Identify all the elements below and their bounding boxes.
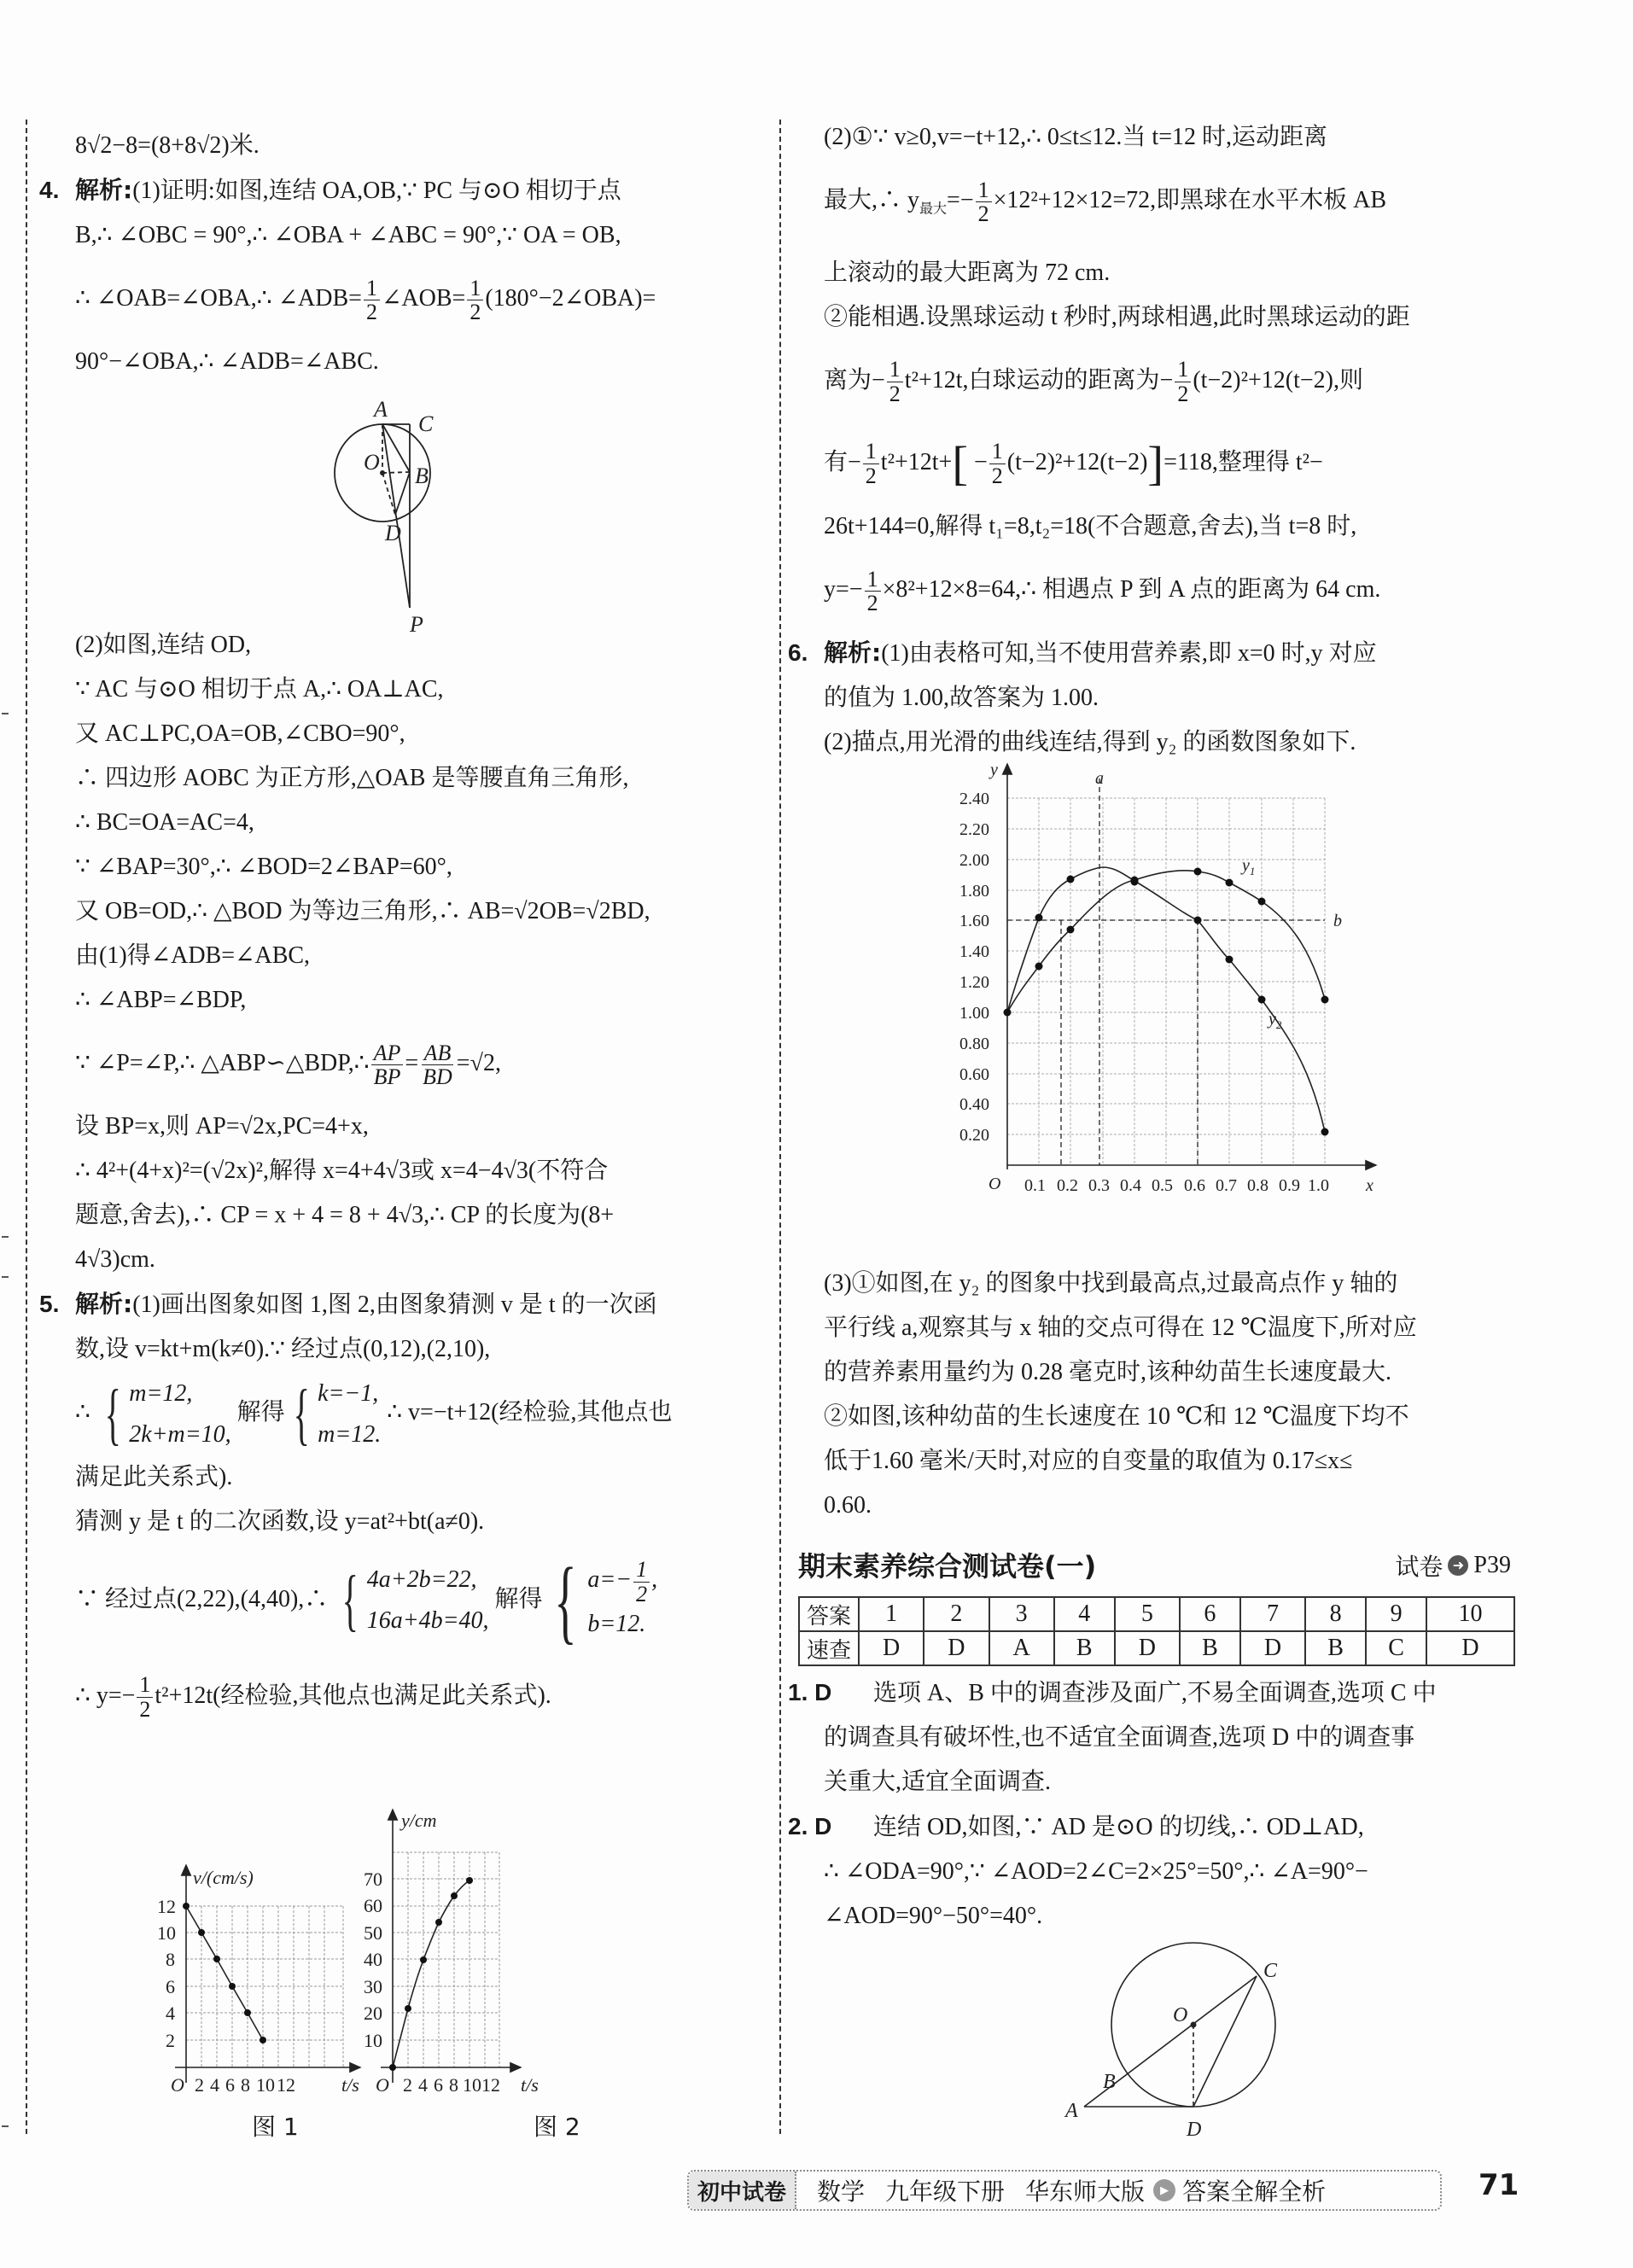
column-divider-dashed-line: [779, 120, 781, 2134]
q6-growth-chart: [939, 760, 1400, 1255]
svg-text:0.80: 0.80: [959, 1035, 989, 1053]
analysis-keyword: 解析:: [75, 176, 133, 204]
q4-text: (2)如图,连结 OD,: [75, 632, 252, 658]
q5-text: ×12²+12×12=72,即黑球在水平木板 AB: [993, 187, 1387, 213]
fraction-denominator: 2: [991, 463, 1003, 488]
svg-text:0.7: 0.7: [1216, 1176, 1237, 1195]
q6-text: ②如图,该种幼苗的生长速度在 10 ℃和 12 ℃温度下均不: [824, 1403, 1409, 1430]
svg-text:0.40: 0.40: [959, 1095, 989, 1114]
fraction: [364, 277, 380, 324]
margin-tick: [2, 1236, 9, 1238]
q5-text: ∴ v=−t+12(经检验,其他点也: [387, 1399, 673, 1426]
fraction-numerator: 1: [467, 277, 483, 300]
svg-text:A: A: [374, 397, 388, 422]
table-cell: 10: [1426, 1597, 1514, 1631]
svg-text:y: y: [990, 761, 998, 779]
q5-text: t²+12t+: [880, 448, 953, 475]
table-row: [799, 1597, 1514, 1631]
answer-text: 选项 A、B 中的调查涉及面广,不易全面调查,选项 C 中: [873, 1680, 1437, 1706]
svg-text:t/s: t/s: [341, 2074, 359, 2096]
q4-text: 设 BP=x,则 AP=√2x,PC=4+x,: [75, 1113, 369, 1140]
right-column: [788, 115, 1515, 765]
q5-text: ∴ y=−: [75, 1682, 136, 1709]
figure-2-caption: 图 2: [534, 2113, 580, 2141]
svg-text:6: 6: [434, 2074, 443, 2096]
table-cell: B: [1180, 1631, 1240, 1665]
q4-text: ∵ AC 与⊙O 相切于点 A,∴ OA⊥AC,: [75, 676, 444, 703]
arrow-right-circle-icon: ➜: [1448, 1555, 1468, 1576]
svg-text:B: B: [415, 464, 429, 488]
fraction: [865, 568, 881, 615]
svg-text:O: O: [171, 2074, 184, 2096]
svg-text:y2: $y_2$: [1268, 1010, 1282, 1031]
svg-text:0.2: 0.2: [1057, 1176, 1078, 1195]
answer-label: 1. D: [788, 1679, 832, 1705]
fraction: [371, 1041, 404, 1089]
play-circle-icon: ▶: [1153, 2179, 1175, 2201]
fraction: [887, 358, 903, 405]
svg-text:6: 6: [166, 1976, 175, 1997]
fraction-denominator: 2: [889, 381, 901, 406]
svg-text:12: 12: [157, 1896, 176, 1917]
q4-figure: [75, 384, 758, 637]
fraction-numerator: 1: [1175, 358, 1191, 382]
answers-section: [788, 1670, 1515, 1939]
equation-system: { a=− $\frac{1}{2}$ , b=12.: [553, 1548, 658, 1653]
fraction: [633, 1558, 650, 1606]
svg-text:10: 10: [157, 1922, 176, 1944]
footer-grade: 九年级下册: [885, 2178, 1006, 2206]
svg-text:v/(cm/s): v/(cm/s): [193, 1867, 254, 1888]
svg-text:y1: $y_1$: [1242, 856, 1256, 877]
svg-text:12: 12: [277, 2074, 295, 2096]
q4-line: [39, 168, 758, 213]
fraction-numerator: 1: [989, 440, 1006, 464]
section-title: 期末素养综合测试卷(一): [798, 1550, 1097, 1583]
q4-text: ∠AOB=: [381, 285, 466, 312]
q4-text: 题意,舍去),∴ CP = x + 4 = 8 + 4√3,∴ CP 的长度为(8+: [75, 1202, 615, 1228]
svg-text:C: C: [1263, 1960, 1278, 1982]
q4-text: B,∴ ∠OBC = 90°,∴ ∠OBA + ∠ABC = 90°,∵ OA = OB,: [75, 222, 621, 248]
margin-tick: [2, 2125, 9, 2127]
q6-text: 低于1.60 毫米/天时,对应的自变量的取值为 0.17≤x≤: [824, 1448, 1353, 1474]
fraction-denominator: BP: [373, 1064, 401, 1090]
svg-text:12: 12: [481, 2074, 500, 2096]
table-cell: 5: [1115, 1597, 1180, 1631]
answer-text: ∠AOD=90°−50°=40°.: [824, 1903, 1043, 1929]
svg-text:x: x: [1366, 1176, 1373, 1195]
q5-figures: [137, 1801, 700, 2096]
q5-text: 数,设 v=kt+m(k≠0).∵ 经过点(0,12),(2,10),: [75, 1336, 491, 1362]
fraction-numerator: AP: [371, 1041, 404, 1065]
equation-system: { 4a+2b=22, 16a+4b=40,: [334, 1560, 488, 1641]
q5-text: (t−2)²+12(t−2),则: [1193, 366, 1363, 394]
svg-text:O: O: [364, 450, 380, 475]
svg-text:20: 20: [364, 2003, 382, 2024]
q4-text: ∴ ∠OAB=∠OBA,∴ ∠ADB=: [75, 285, 362, 312]
q6-text: 的值为 1.00,故答案为 1.00.: [824, 685, 1099, 712]
fraction: [467, 277, 483, 324]
table-cell: 6: [1180, 1597, 1240, 1631]
svg-text:10: 10: [256, 2074, 275, 2096]
svg-text:4: 4: [418, 2074, 428, 2096]
fraction-numerator: 1: [865, 568, 881, 592]
q5-text: 解得: [494, 1585, 543, 1612]
svg-text:1.0: 1.0: [1308, 1176, 1329, 1195]
table-cell: D: [1115, 1631, 1180, 1665]
table-cell: 2: [924, 1597, 989, 1631]
answer-2-circle-diagram: [1059, 1938, 1315, 2143]
q4-text: ∴ 4²+(4+x)²=(√2x)²,解得 x=4+4√3或 x=4−4√3(不符合: [75, 1157, 609, 1184]
table-cell: B: [1054, 1631, 1115, 1665]
q6-text: (3)①如图,在 y₂ 的图象中找到最高点,过最高点作 y 轴的: [824, 1270, 1398, 1297]
svg-text:B: B: [1103, 2071, 1116, 2093]
svg-text:C: C: [418, 411, 434, 436]
fraction: [1175, 358, 1191, 405]
q6-text: 平行线 a,观察其与 x 轴的交点可得在 12 ℃温度下,所对应: [824, 1315, 1417, 1341]
svg-text:1.80: 1.80: [959, 882, 989, 901]
svg-text:b: b: [1333, 912, 1342, 930]
fraction-numerator: AB: [422, 1041, 454, 1065]
q4-fraction-line: [75, 258, 758, 340]
q4-similarity-line: ∵ ∠P=∠P,∴ △ABP∽△BDP,∴ $\frac{AP}{BP}$ = $\frac{AB}{BD}$ =√2,: [75, 1040, 501, 1090]
q5-system2-line: [75, 1544, 758, 1655]
svg-text:4: 4: [166, 2003, 175, 2024]
margin-tick: [2, 713, 9, 714]
q5-text: ∴: [75, 1399, 90, 1426]
answer-1: [788, 1670, 1515, 1716]
svg-text:0.1: 0.1: [1024, 1176, 1046, 1195]
table-cell: D: [1426, 1631, 1514, 1665]
svg-text:1.00: 1.00: [959, 1004, 989, 1023]
reference-label: 试卷: [1395, 1554, 1443, 1581]
svg-text:0.60: 0.60: [959, 1065, 989, 1084]
q5-text: y=−: [824, 576, 863, 603]
fraction-denominator: 2: [636, 1581, 648, 1606]
svg-text:6: 6: [225, 2074, 235, 2096]
svg-text:O: O: [376, 2074, 389, 2096]
svg-text:10: 10: [463, 2074, 481, 2096]
equation-system: { k=−1, m=12.: [285, 1373, 382, 1455]
q5-text: [824, 340, 1515, 422]
q6-text: 的营养素用量约为 0.28 毫克时,该种幼苗生长速度最大.: [824, 1359, 1392, 1385]
svg-text:0.9: 0.9: [1279, 1176, 1300, 1195]
section-header: [798, 1545, 1511, 1588]
fraction-numerator: 1: [863, 440, 879, 464]
svg-text:2.40: 2.40: [959, 790, 989, 808]
table-cell: B: [1305, 1631, 1366, 1665]
q5-text: 有−: [824, 448, 861, 475]
q5-text: t²+12t,白球运动的距离为−: [904, 366, 1174, 394]
q4-text: 90°−∠OBA,∴ ∠ADB=∠ABC.: [75, 348, 379, 375]
q5-text: =−: [947, 187, 974, 213]
svg-text:P: P: [410, 612, 423, 637]
page-footer: [687, 2170, 1442, 2211]
table-cell: 4: [1054, 1597, 1115, 1631]
equation: m=12.: [318, 1420, 382, 1448]
q6-part3: [824, 1262, 1515, 1528]
q5-text: ②能相遇.设黑球运动 t 秒时,两球相遇,此时黑球运动的距: [824, 303, 1410, 330]
answer-text: 关重大,适宜全面调查.: [824, 1769, 1052, 1795]
q5-text: (t−2)²+12(t−2): [1006, 448, 1148, 475]
q5-text: [824, 549, 1515, 631]
svg-text:a: a: [1095, 769, 1104, 788]
fraction: [989, 440, 1006, 487]
fraction-denominator: 2: [865, 463, 877, 488]
q5-text: 有− $\frac{1}{2}$ t²+12t+[ − $\frac{1}{2}$ (t−2)²+12(t−2)]=118,整理得 t²−: [824, 437, 1323, 491]
svg-text:8: 8: [449, 2074, 458, 2096]
table-cell: 8: [1305, 1597, 1366, 1631]
figure-2-chart: [364, 1810, 539, 2096]
q5-text: (2)①∵ v≥0,v=−t+12,∴ 0≤t≤12.当 t=12 时,运动距离: [824, 124, 1327, 150]
svg-text:0.20: 0.20: [959, 1126, 989, 1145]
table-cell: D: [1240, 1631, 1305, 1665]
svg-text:0.4: 0.4: [1120, 1176, 1141, 1195]
svg-text:D: D: [385, 521, 401, 545]
table-cell: D: [859, 1631, 924, 1665]
equation: k=−1,: [318, 1379, 379, 1407]
equation: 2k+m=10,: [129, 1420, 231, 1448]
q5-text: (1)画出图象如图 1,图 2,由图象猜测 v 是 t 的一次函: [132, 1291, 657, 1318]
svg-text:70: 70: [364, 1869, 382, 1890]
answer-text: ∴ ∠ODA=90°,∵ ∠AOD=2∠C=2×25°=50°,∴ ∠A=90°−: [824, 1858, 1368, 1885]
svg-text:4: 4: [210, 2074, 219, 2096]
table-cell: 3: [989, 1597, 1054, 1631]
table-cell: D: [924, 1631, 989, 1665]
answer-label: 2. D: [788, 1813, 832, 1839]
svg-text:10: 10: [364, 2030, 382, 2051]
analysis-keyword: 解析:: [75, 1290, 133, 1318]
equation: b=12.: [587, 1610, 646, 1637]
svg-text:8: 8: [166, 1949, 175, 1970]
table-cell: 7: [1240, 1597, 1305, 1631]
q4-text: ∴ ∠ABP=∠BDP,: [75, 987, 247, 1013]
fraction-denominator: 2: [1177, 381, 1189, 406]
equation: 16a+4b=40,: [366, 1607, 489, 1635]
q6-text: (1)由表格可知,当不使用营养素,即 x=0 时,y 对应: [881, 640, 1377, 668]
q5-text: =118,整理得 t²−: [1164, 448, 1323, 475]
q6-line: [788, 631, 1515, 676]
page-number: 71: [1478, 2168, 1519, 2202]
equation: 4a+2b=22,: [366, 1566, 477, 1594]
fraction: [863, 440, 879, 487]
table-cell: 9: [1366, 1597, 1426, 1631]
question-number: 4.: [39, 177, 60, 203]
q4-text: (180°−2∠OBA)=: [485, 285, 656, 312]
footer-series: 答案全解全析: [1182, 2178, 1327, 2206]
q4-text: (1)证明:如图,连结 OA,OB,∵ PC 与⊙O 相切于点: [132, 178, 621, 204]
answer-2: [788, 1804, 1515, 1850]
svg-text:t/s: t/s: [521, 2074, 539, 2096]
fraction: [976, 178, 992, 226]
equation: a=−: [587, 1566, 633, 1594]
analysis-keyword: 解析:: [824, 638, 882, 668]
q5-system-line: [75, 1372, 758, 1455]
svg-text:2: 2: [166, 2030, 175, 2051]
svg-text:D: D: [1187, 2119, 1202, 2141]
table-header: 答案: [799, 1597, 859, 1631]
svg-text:1.60: 1.60: [959, 912, 989, 930]
svg-text:O: O: [989, 1175, 1001, 1193]
fraction-numerator: 1: [887, 358, 903, 382]
q4-text: ∵ ∠BAP=30°,∴ ∠BOD=2∠BAP=60°,: [75, 854, 452, 880]
svg-text:30: 30: [364, 1976, 382, 1997]
svg-text:50: 50: [364, 1922, 382, 1944]
equation: m=12,: [129, 1379, 193, 1407]
paper-reference: [1395, 1548, 1511, 1583]
svg-text:2.20: 2.20: [959, 820, 989, 839]
q4-text: ∴ 四边形 AOBC 为正方形,△OAB 是等腰直角三角形,: [75, 765, 629, 791]
table-cell: 1: [859, 1597, 924, 1631]
svg-text:2: 2: [403, 2074, 412, 2096]
svg-text:2: 2: [195, 2074, 204, 2096]
q5-text: ∵ 经过点(2,22),(4,40),∴: [75, 1585, 329, 1612]
svg-text:0.8: 0.8: [1247, 1176, 1268, 1195]
q4-text: =√2,: [456, 1050, 501, 1076]
fraction-numerator: 1: [137, 1673, 153, 1697]
q5-text: 猜测 y 是 t 的二次函数,设 y=at²+bt(a≠0).: [75, 1507, 485, 1535]
q4-text: 由(1)得∠ADB=∠ABC,: [75, 942, 311, 969]
q4-text: 又 OB=OD,∴ △BOD 为等边三角形,∴ AB=√2OB=√2BD,: [75, 898, 650, 924]
margin-tick: [2, 1276, 9, 1278]
continuation-line: 8√2−8=(8+8√2)米.: [75, 132, 260, 159]
q5-text: 解得: [236, 1399, 285, 1426]
footer-edition: 华东师大版: [1025, 2178, 1146, 2206]
footer-subject: 数学: [817, 2178, 866, 2206]
svg-text:1.20: 1.20: [959, 973, 989, 992]
q4-text: 4√3)cm.: [75, 1246, 155, 1273]
svg-text:0.5: 0.5: [1152, 1176, 1173, 1195]
fraction-denominator: 2: [365, 300, 377, 325]
fraction-numerator: 1: [364, 277, 380, 300]
q5-final-line: [75, 1655, 758, 1737]
fraction: [137, 1673, 153, 1721]
svg-text:2.00: 2.00: [959, 851, 989, 870]
q5-text: 满足此关系式).: [75, 1463, 233, 1490]
series-badge: 初中试卷: [689, 2172, 796, 2209]
fraction-numerator: 1: [976, 178, 992, 202]
question-number: 6.: [788, 639, 808, 667]
q4-text: ∴ BC=OA=AC=4,: [75, 809, 254, 836]
svg-text:1.40: 1.40: [959, 942, 989, 961]
svg-text:O: O: [1173, 2004, 1188, 2026]
left-column: [39, 124, 758, 1737]
q5-text: t²+12t(经检验,其他点也满足此关系式).: [155, 1682, 551, 1709]
fraction-denominator: 2: [977, 201, 989, 227]
svg-text:40: 40: [364, 1949, 382, 1970]
fraction-denominator: 2: [469, 300, 481, 325]
svg-text:0.3: 0.3: [1088, 1176, 1110, 1195]
fraction-denominator: 2: [866, 591, 878, 616]
question-number: 5.: [39, 1291, 60, 1317]
q5-text: [824, 160, 1515, 251]
q6-text: (2)描点,用光滑的曲线连结,得到 y₂ 的函数图象如下.: [824, 729, 1356, 756]
q5-text: 上滚动的最大距离为 72 cm.: [824, 259, 1111, 286]
answer-text: 连结 OD,如图,∵ AD 是⊙O 的切线,∴ OD⊥AD,: [873, 1814, 1364, 1840]
q4-text: 又 AC⊥PC,OA=OB,∠CBO=90°,: [75, 720, 405, 747]
table-cell: C: [1366, 1631, 1426, 1665]
fraction: [420, 1041, 455, 1089]
table-cell: A: [989, 1631, 1054, 1665]
q5-text: ×8²+12×8=64,∴ 相遇点 P 到 A 点的距离为 64 cm.: [882, 576, 1381, 603]
q5-line: [39, 1282, 758, 1327]
fraction-denominator: 2: [139, 1696, 151, 1722]
table-header: 速查: [799, 1631, 859, 1665]
circle-tangent-diagram: [75, 384, 758, 637]
svg-text:60: 60: [364, 1895, 382, 1916]
figure-1-caption: 图 1: [252, 2113, 299, 2141]
svg-text:A: A: [1065, 2100, 1078, 2122]
equation-system: { m=12, 2k+m=10,: [96, 1373, 231, 1455]
q6-text: 0.60.: [824, 1492, 872, 1519]
svg-text:8: 8: [241, 2074, 250, 2096]
q5-text: 26t+144=0,解得 t₁=8,t₂=18(不合题意,舍去),当 t=8 时,: [824, 513, 1357, 540]
q5-text: 最大,∴ y: [824, 187, 920, 213]
q5-text: 离为−: [824, 366, 885, 394]
reference-page: P39: [1473, 1552, 1511, 1578]
fraction-denominator: BD: [423, 1064, 452, 1090]
answer-quick-check-table: [798, 1596, 1515, 1666]
answer-text: 的调查具有破坏性,也不适宜全面调查,选项 D 中的调查事: [824, 1724, 1415, 1751]
figure-1-chart: [157, 1865, 360, 2096]
subscript: 最大: [919, 201, 948, 217]
svg-text:y/cm: y/cm: [401, 1810, 437, 1831]
table-row: [799, 1631, 1514, 1665]
svg-text:0.6: 0.6: [1184, 1176, 1205, 1195]
fraction-numerator: 1: [633, 1558, 650, 1582]
left-margin-dashed-line: [26, 120, 27, 2134]
q4-text: ∵ ∠P=∠P,∴ △ABP∽△BDP,∴: [75, 1050, 370, 1076]
